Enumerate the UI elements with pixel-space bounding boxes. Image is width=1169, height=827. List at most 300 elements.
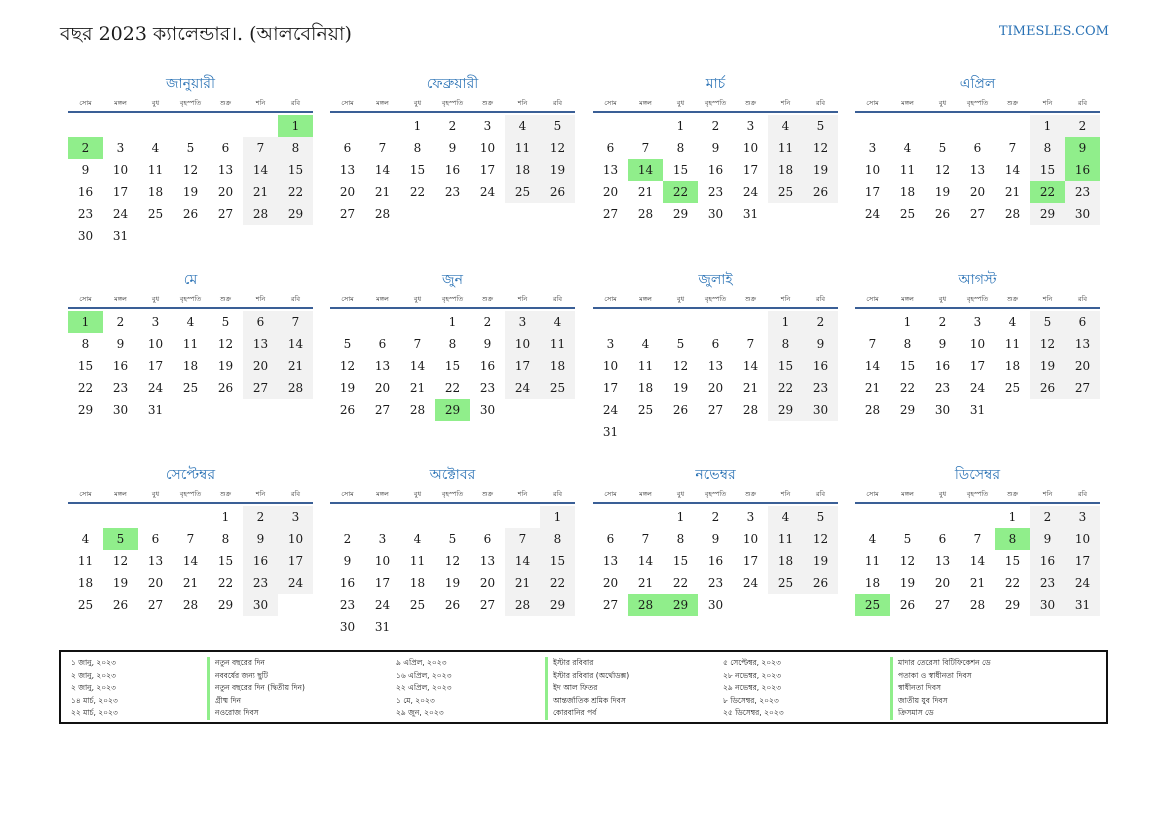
holiday-day-cell: 1 xyxy=(68,311,103,333)
empty-cell xyxy=(593,506,628,528)
day-cell: 2 xyxy=(711,119,720,133)
empty-cell xyxy=(855,115,890,137)
day-cell: 9 xyxy=(343,554,352,568)
day-cell: 8 xyxy=(448,337,457,351)
day-cell: 24 xyxy=(112,207,129,221)
empty-cell xyxy=(400,506,435,528)
day-cell: 27 xyxy=(243,377,278,399)
day-cell: 6 xyxy=(151,532,160,546)
weekday-label: বৃহস্পতি xyxy=(179,294,202,303)
day-cell: 24 xyxy=(374,598,391,612)
day-cell: 18 xyxy=(899,185,916,199)
day-cell: 29 xyxy=(672,207,689,221)
day-cell: 29 xyxy=(77,403,94,417)
day-cell: 5 xyxy=(221,315,230,329)
day-cell: 29 xyxy=(899,403,916,417)
day-cell: 23 xyxy=(934,381,951,395)
day-cell: 15 xyxy=(77,359,94,373)
day-cell: 25 xyxy=(540,377,575,399)
day-cell: 25 xyxy=(182,381,199,395)
holiday-name: নতুন বছরের দিন (দ্বিতীয় দিন) xyxy=(207,682,305,695)
day-cell: 22 xyxy=(540,572,575,594)
day-grid xyxy=(593,506,838,616)
day-cell: 3 xyxy=(1065,506,1100,528)
day-cell: 1 xyxy=(1008,510,1017,524)
day-cell: 2 xyxy=(938,315,947,329)
day-cell: 10 xyxy=(742,532,759,546)
weekday-header xyxy=(855,95,1100,113)
weekday-label: শনি xyxy=(517,489,528,498)
weekday-label: বুধ xyxy=(938,489,947,498)
weekday-label: বুধ xyxy=(151,98,160,107)
weekday-label: মঙ্গল xyxy=(639,489,652,498)
day-cell: 5 xyxy=(803,115,838,137)
month-block xyxy=(330,269,575,421)
day-cell: 4 xyxy=(186,315,195,329)
day-cell: 25 xyxy=(409,598,426,612)
day-cell: 24 xyxy=(602,403,619,417)
weekday-label: বুধ xyxy=(413,294,422,303)
day-cell: 30 xyxy=(479,403,496,417)
day-cell: 2 xyxy=(448,119,457,133)
day-cell: 30 xyxy=(707,598,724,612)
day-cell: 3 xyxy=(505,311,540,333)
day-cell: 16 xyxy=(77,185,94,199)
day-cell: 5 xyxy=(448,532,457,546)
day-cell: 5 xyxy=(938,141,947,155)
weekday-label: মঙ্গল xyxy=(376,98,389,107)
day-grid xyxy=(68,311,313,421)
day-cell: 14 xyxy=(864,359,881,373)
month-name: মে xyxy=(183,272,198,288)
empty-cell xyxy=(960,506,995,528)
day-cell: 6 xyxy=(221,141,230,155)
weekday-label: শুক্র xyxy=(1006,98,1019,107)
day-cell: 28 xyxy=(864,403,881,417)
day-cell: 16 xyxy=(1030,550,1065,572)
day-cell: 19 xyxy=(217,359,234,373)
weekday-label: বুধ xyxy=(676,489,685,498)
day-cell: 9 xyxy=(938,337,947,351)
weekday-label: শুক্র xyxy=(219,98,232,107)
day-cell: 1 xyxy=(1030,115,1065,137)
day-cell: 25 xyxy=(899,207,916,221)
day-cell: 15 xyxy=(444,359,461,373)
day-cell: 10 xyxy=(1065,528,1100,550)
day-cell: 30 xyxy=(77,229,94,243)
weekday-label: বুধ xyxy=(938,98,947,107)
day-cell: 3 xyxy=(868,141,877,155)
day-cell: 14 xyxy=(243,159,278,181)
day-cell: 12 xyxy=(339,359,356,373)
day-cell: 4 xyxy=(151,141,160,155)
day-cell: 21 xyxy=(637,185,654,199)
empty-cell xyxy=(243,115,278,137)
day-cell: 22 xyxy=(1004,576,1021,590)
day-cell: 28 xyxy=(637,207,654,221)
day-cell: 10 xyxy=(112,163,129,177)
day-cell: 7 xyxy=(868,337,877,351)
day-cell: 26 xyxy=(217,381,234,395)
day-cell: 6 xyxy=(483,532,492,546)
day-cell: 27 xyxy=(602,207,619,221)
day-cell: 10 xyxy=(278,528,313,550)
weekday-header xyxy=(855,486,1100,504)
day-cell: 31 xyxy=(742,207,759,221)
weekday-label: সোম xyxy=(79,294,92,303)
site-link[interactable]: TIMESLES.COM xyxy=(998,24,1109,39)
month-block xyxy=(330,464,575,638)
holiday-day-cell: 29 xyxy=(663,594,698,616)
empty-cell xyxy=(890,506,925,528)
day-cell: 20 xyxy=(1065,355,1100,377)
day-cell: 13 xyxy=(147,554,164,568)
weekday-label: মঙ্গল xyxy=(639,98,652,107)
day-cell: 13 xyxy=(217,163,234,177)
day-cell: 28 xyxy=(742,403,759,417)
day-cell: 27 xyxy=(374,403,391,417)
day-cell: 15 xyxy=(672,163,689,177)
weekday-header xyxy=(68,291,313,309)
holiday-name: জাতীয় যুব দিবস xyxy=(890,695,991,708)
day-cell: 12 xyxy=(803,528,838,550)
day-cell: 19 xyxy=(182,185,199,199)
day-cell: 26 xyxy=(803,572,838,594)
day-cell: 21 xyxy=(969,576,986,590)
day-cell: 4 xyxy=(903,141,912,155)
month-name: ফেব্রুয়ারী xyxy=(426,76,479,92)
day-cell: 25 xyxy=(637,403,654,417)
day-cell: 5 xyxy=(903,532,912,546)
weekday-header xyxy=(593,95,838,113)
day-cell: 6 xyxy=(711,337,720,351)
empty-cell xyxy=(330,506,365,528)
day-cell: 25 xyxy=(768,572,803,594)
weekday-label: শুক্র xyxy=(219,489,232,498)
empty-cell xyxy=(628,115,663,137)
day-cell: 2 xyxy=(803,311,838,333)
day-cell: 27 xyxy=(934,598,951,612)
day-cell: 14 xyxy=(182,554,199,568)
empty-cell xyxy=(68,115,103,137)
day-cell: 16 xyxy=(339,576,356,590)
day-cell: 21 xyxy=(742,381,759,395)
empty-cell xyxy=(103,115,138,137)
day-cell: 27 xyxy=(602,598,619,612)
day-cell: 21 xyxy=(505,572,540,594)
day-cell: 27 xyxy=(217,207,234,221)
day-cell: 28 xyxy=(374,207,391,221)
empty-cell xyxy=(400,311,435,333)
day-cell: 25 xyxy=(1004,381,1021,395)
empty-cell xyxy=(855,506,890,528)
weekday-header xyxy=(330,486,575,504)
holiday-list xyxy=(59,650,1108,724)
day-cell: 4 xyxy=(768,506,803,528)
day-cell: 20 xyxy=(479,576,496,590)
weekday-header xyxy=(855,291,1100,309)
empty-cell xyxy=(593,115,628,137)
day-cell: 18 xyxy=(637,381,654,395)
holiday-date: ২ জানু, ২০২৩ xyxy=(71,683,116,692)
day-cell: 13 xyxy=(1065,333,1100,355)
holiday-name: ইদ আল ফিতর xyxy=(545,682,629,695)
day-cell: 4 xyxy=(505,115,540,137)
holiday-date: ১ জানু, ২০২৩ xyxy=(71,658,116,667)
day-cell: 5 xyxy=(186,141,195,155)
holiday-date: ৫ সেপ্টেম্বর, ২০২৩ xyxy=(723,658,781,667)
day-cell: 8 xyxy=(903,337,912,351)
day-cell: 6 xyxy=(606,141,615,155)
day-grid xyxy=(68,506,313,616)
day-cell: 23 xyxy=(243,572,278,594)
day-cell: 2 xyxy=(483,315,492,329)
day-cell: 13 xyxy=(969,163,986,177)
weekday-label: বৃহস্পতি xyxy=(179,98,202,107)
day-cell: 17 xyxy=(479,163,496,177)
weekday-label: বুধ xyxy=(413,489,422,498)
weekday-label: সোম xyxy=(866,98,879,107)
day-cell: 8 xyxy=(413,141,422,155)
weekday-label: বৃহস্পতি xyxy=(704,98,727,107)
day-cell: 7 xyxy=(641,141,650,155)
holiday-date: ২৫ ডিসেম্বর, ২০২৩ xyxy=(723,708,784,717)
holiday-day-cell: 16 xyxy=(1065,159,1100,181)
day-cell: 12 xyxy=(1030,333,1065,355)
month-block xyxy=(855,464,1100,616)
day-cell: 23 xyxy=(707,576,724,590)
holiday-name: কোরবানির পর্ব xyxy=(545,707,629,720)
day-cell: 25 xyxy=(505,181,540,203)
day-cell: 20 xyxy=(602,185,619,199)
day-cell: 10 xyxy=(479,141,496,155)
day-cell: 8 xyxy=(81,337,90,351)
month-block xyxy=(68,464,313,616)
day-cell: 18 xyxy=(540,355,575,377)
weekday-label: শুক্র xyxy=(1006,489,1019,498)
day-cell: 26 xyxy=(1030,377,1065,399)
weekday-label: মঙ্গল xyxy=(901,98,914,107)
weekday-label: সোম xyxy=(79,489,92,498)
day-cell: 11 xyxy=(540,333,575,355)
weekday-header xyxy=(330,291,575,309)
day-cell: 20 xyxy=(934,576,951,590)
month-name: ডিসেম্বর xyxy=(954,467,1001,483)
day-cell: 4 xyxy=(1008,315,1017,329)
day-cell: 14 xyxy=(505,550,540,572)
weekday-label: বৃহস্পতি xyxy=(704,489,727,498)
day-cell: 24 xyxy=(278,572,313,594)
day-cell: 19 xyxy=(934,185,951,199)
day-cell: 13 xyxy=(602,163,619,177)
day-cell: 18 xyxy=(1004,359,1021,373)
day-cell: 30 xyxy=(934,403,951,417)
weekday-label: শুক্র xyxy=(481,489,494,498)
day-cell: 12 xyxy=(540,137,575,159)
day-cell: 23 xyxy=(707,185,724,199)
holiday-date: ২৯ জুন, ২০২৩ xyxy=(396,708,444,717)
day-cell: 22 xyxy=(672,576,689,590)
day-cell: 11 xyxy=(77,554,94,568)
day-cell: 23 xyxy=(803,377,838,399)
day-cell: 12 xyxy=(934,163,951,177)
weekday-label: শুক্র xyxy=(744,294,757,303)
day-cell: 11 xyxy=(899,163,916,177)
holiday-name: নববর্ষের জন্য ছুটি xyxy=(207,670,305,683)
empty-cell xyxy=(435,506,470,528)
day-cell: 25 xyxy=(77,598,94,612)
day-cell: 2 xyxy=(711,510,720,524)
day-cell: 23 xyxy=(112,381,129,395)
day-cell: 20 xyxy=(969,185,986,199)
day-cell: 26 xyxy=(182,207,199,221)
holiday-day-cell: 22 xyxy=(663,181,698,203)
empty-cell xyxy=(173,115,208,137)
day-grid xyxy=(593,115,838,225)
day-cell: 1 xyxy=(540,506,575,528)
weekday-label: শনি xyxy=(517,98,528,107)
day-cell: 28 xyxy=(969,598,986,612)
weekday-label: বৃহস্পতি xyxy=(441,98,464,107)
day-cell: 15 xyxy=(278,159,313,181)
month-block xyxy=(855,269,1100,421)
weekday-label: বৃহস্পতি xyxy=(179,489,202,498)
day-cell: 22 xyxy=(899,381,916,395)
weekday-header xyxy=(593,486,838,504)
day-cell: 20 xyxy=(602,576,619,590)
weekday-label: বুধ xyxy=(151,294,160,303)
weekday-label: রবি xyxy=(1077,294,1088,303)
day-cell: 7 xyxy=(746,337,755,351)
day-cell: 5 xyxy=(343,337,352,351)
day-cell: 22 xyxy=(768,377,803,399)
day-cell: 27 xyxy=(479,598,496,612)
day-cell: 3 xyxy=(606,337,615,351)
day-cell: 9 xyxy=(711,141,720,155)
day-cell: 26 xyxy=(803,181,838,203)
holiday-col-dates-2 xyxy=(396,657,451,720)
empty-cell xyxy=(960,115,995,137)
day-cell: 7 xyxy=(1008,141,1017,155)
day-grid xyxy=(330,115,575,225)
holiday-col-names-2 xyxy=(545,657,629,720)
day-cell: 3 xyxy=(746,119,755,133)
empty-cell xyxy=(855,311,890,333)
empty-cell xyxy=(663,311,698,333)
weekday-label: শুক্র xyxy=(481,294,494,303)
day-cell: 8 xyxy=(221,532,230,546)
day-cell: 8 xyxy=(540,528,575,550)
day-cell: 21 xyxy=(409,381,426,395)
holiday-day-cell: 1 xyxy=(278,115,313,137)
holiday-col-names-3 xyxy=(890,657,991,720)
day-cell: 26 xyxy=(540,181,575,203)
empty-cell xyxy=(330,115,365,137)
day-cell: 13 xyxy=(243,333,278,355)
day-cell: 12 xyxy=(672,359,689,373)
day-cell: 12 xyxy=(899,554,916,568)
day-cell: 16 xyxy=(479,359,496,373)
month-block xyxy=(68,73,313,247)
weekday-label: শনি xyxy=(1042,489,1053,498)
day-cell: 15 xyxy=(409,163,426,177)
day-cell: 17 xyxy=(742,554,759,568)
day-cell: 9 xyxy=(1030,528,1065,550)
day-cell: 5 xyxy=(676,337,685,351)
day-cell: 4 xyxy=(768,115,803,137)
holiday-date: ৮ ডিসেম্বর, ২০২৩ xyxy=(723,695,779,705)
weekday-label: বুধ xyxy=(676,98,685,107)
weekday-label: রবি xyxy=(552,98,563,107)
day-cell: 29 xyxy=(540,594,575,616)
month-block xyxy=(593,269,838,443)
empty-cell xyxy=(925,115,960,137)
month-name: অক্টোবর xyxy=(429,467,476,483)
weekday-label: সোম xyxy=(604,489,617,498)
holiday-day-cell: 5 xyxy=(103,528,138,550)
day-cell: 20 xyxy=(374,381,391,395)
day-cell: 8 xyxy=(278,137,313,159)
day-cell: 30 xyxy=(803,399,838,421)
day-cell: 11 xyxy=(409,554,426,568)
empty-cell xyxy=(365,115,400,137)
day-cell: 14 xyxy=(374,163,391,177)
weekday-label: বৃহস্পতি xyxy=(441,294,464,303)
holiday-name: নওরোজ দিবস xyxy=(207,707,305,720)
weekday-label: সোম xyxy=(79,98,92,107)
day-cell: 6 xyxy=(1065,311,1100,333)
day-cell: 28 xyxy=(505,594,540,616)
day-cell: 26 xyxy=(672,403,689,417)
holiday-day-cell: 22 xyxy=(1030,181,1065,203)
day-cell: 4 xyxy=(81,532,90,546)
day-cell: 10 xyxy=(969,337,986,351)
day-cell: 1 xyxy=(221,510,230,524)
day-cell: 12 xyxy=(217,337,234,351)
day-cell: 27 xyxy=(339,207,356,221)
day-cell: 15 xyxy=(1030,159,1065,181)
day-cell: 27 xyxy=(969,207,986,221)
weekday-label: শনি xyxy=(255,489,266,498)
day-cell: 9 xyxy=(448,141,457,155)
day-cell: 13 xyxy=(374,359,391,373)
day-cell: 15 xyxy=(768,355,803,377)
day-cell: 3 xyxy=(278,506,313,528)
holiday-col-names-1 xyxy=(207,657,305,720)
day-cell: 18 xyxy=(505,159,540,181)
day-cell: 2 xyxy=(1030,506,1065,528)
day-cell: 23 xyxy=(77,207,94,221)
day-cell: 31 xyxy=(112,229,129,243)
day-cell: 7 xyxy=(243,137,278,159)
weekday-label: সোম xyxy=(341,489,354,498)
day-cell: 3 xyxy=(973,315,982,329)
day-cell: 13 xyxy=(934,554,951,568)
day-cell: 20 xyxy=(243,355,278,377)
holiday-name: স্বাধীনতা দিবস xyxy=(890,682,991,695)
day-cell: 20 xyxy=(147,576,164,590)
day-cell: 19 xyxy=(803,159,838,181)
day-cell: 5 xyxy=(1030,311,1065,333)
day-cell: 1 xyxy=(676,510,685,524)
weekday-label: শনি xyxy=(255,294,266,303)
holiday-name: পতাকা ও স্বাধীনতা দিবস xyxy=(890,670,991,683)
holiday-date: ২ জানু, ২০২৩ xyxy=(71,670,116,680)
day-cell: 30 xyxy=(243,594,278,616)
holiday-name: ইস্টার রবিবার xyxy=(545,657,629,670)
day-cell: 19 xyxy=(339,381,356,395)
day-cell: 22 xyxy=(217,576,234,590)
